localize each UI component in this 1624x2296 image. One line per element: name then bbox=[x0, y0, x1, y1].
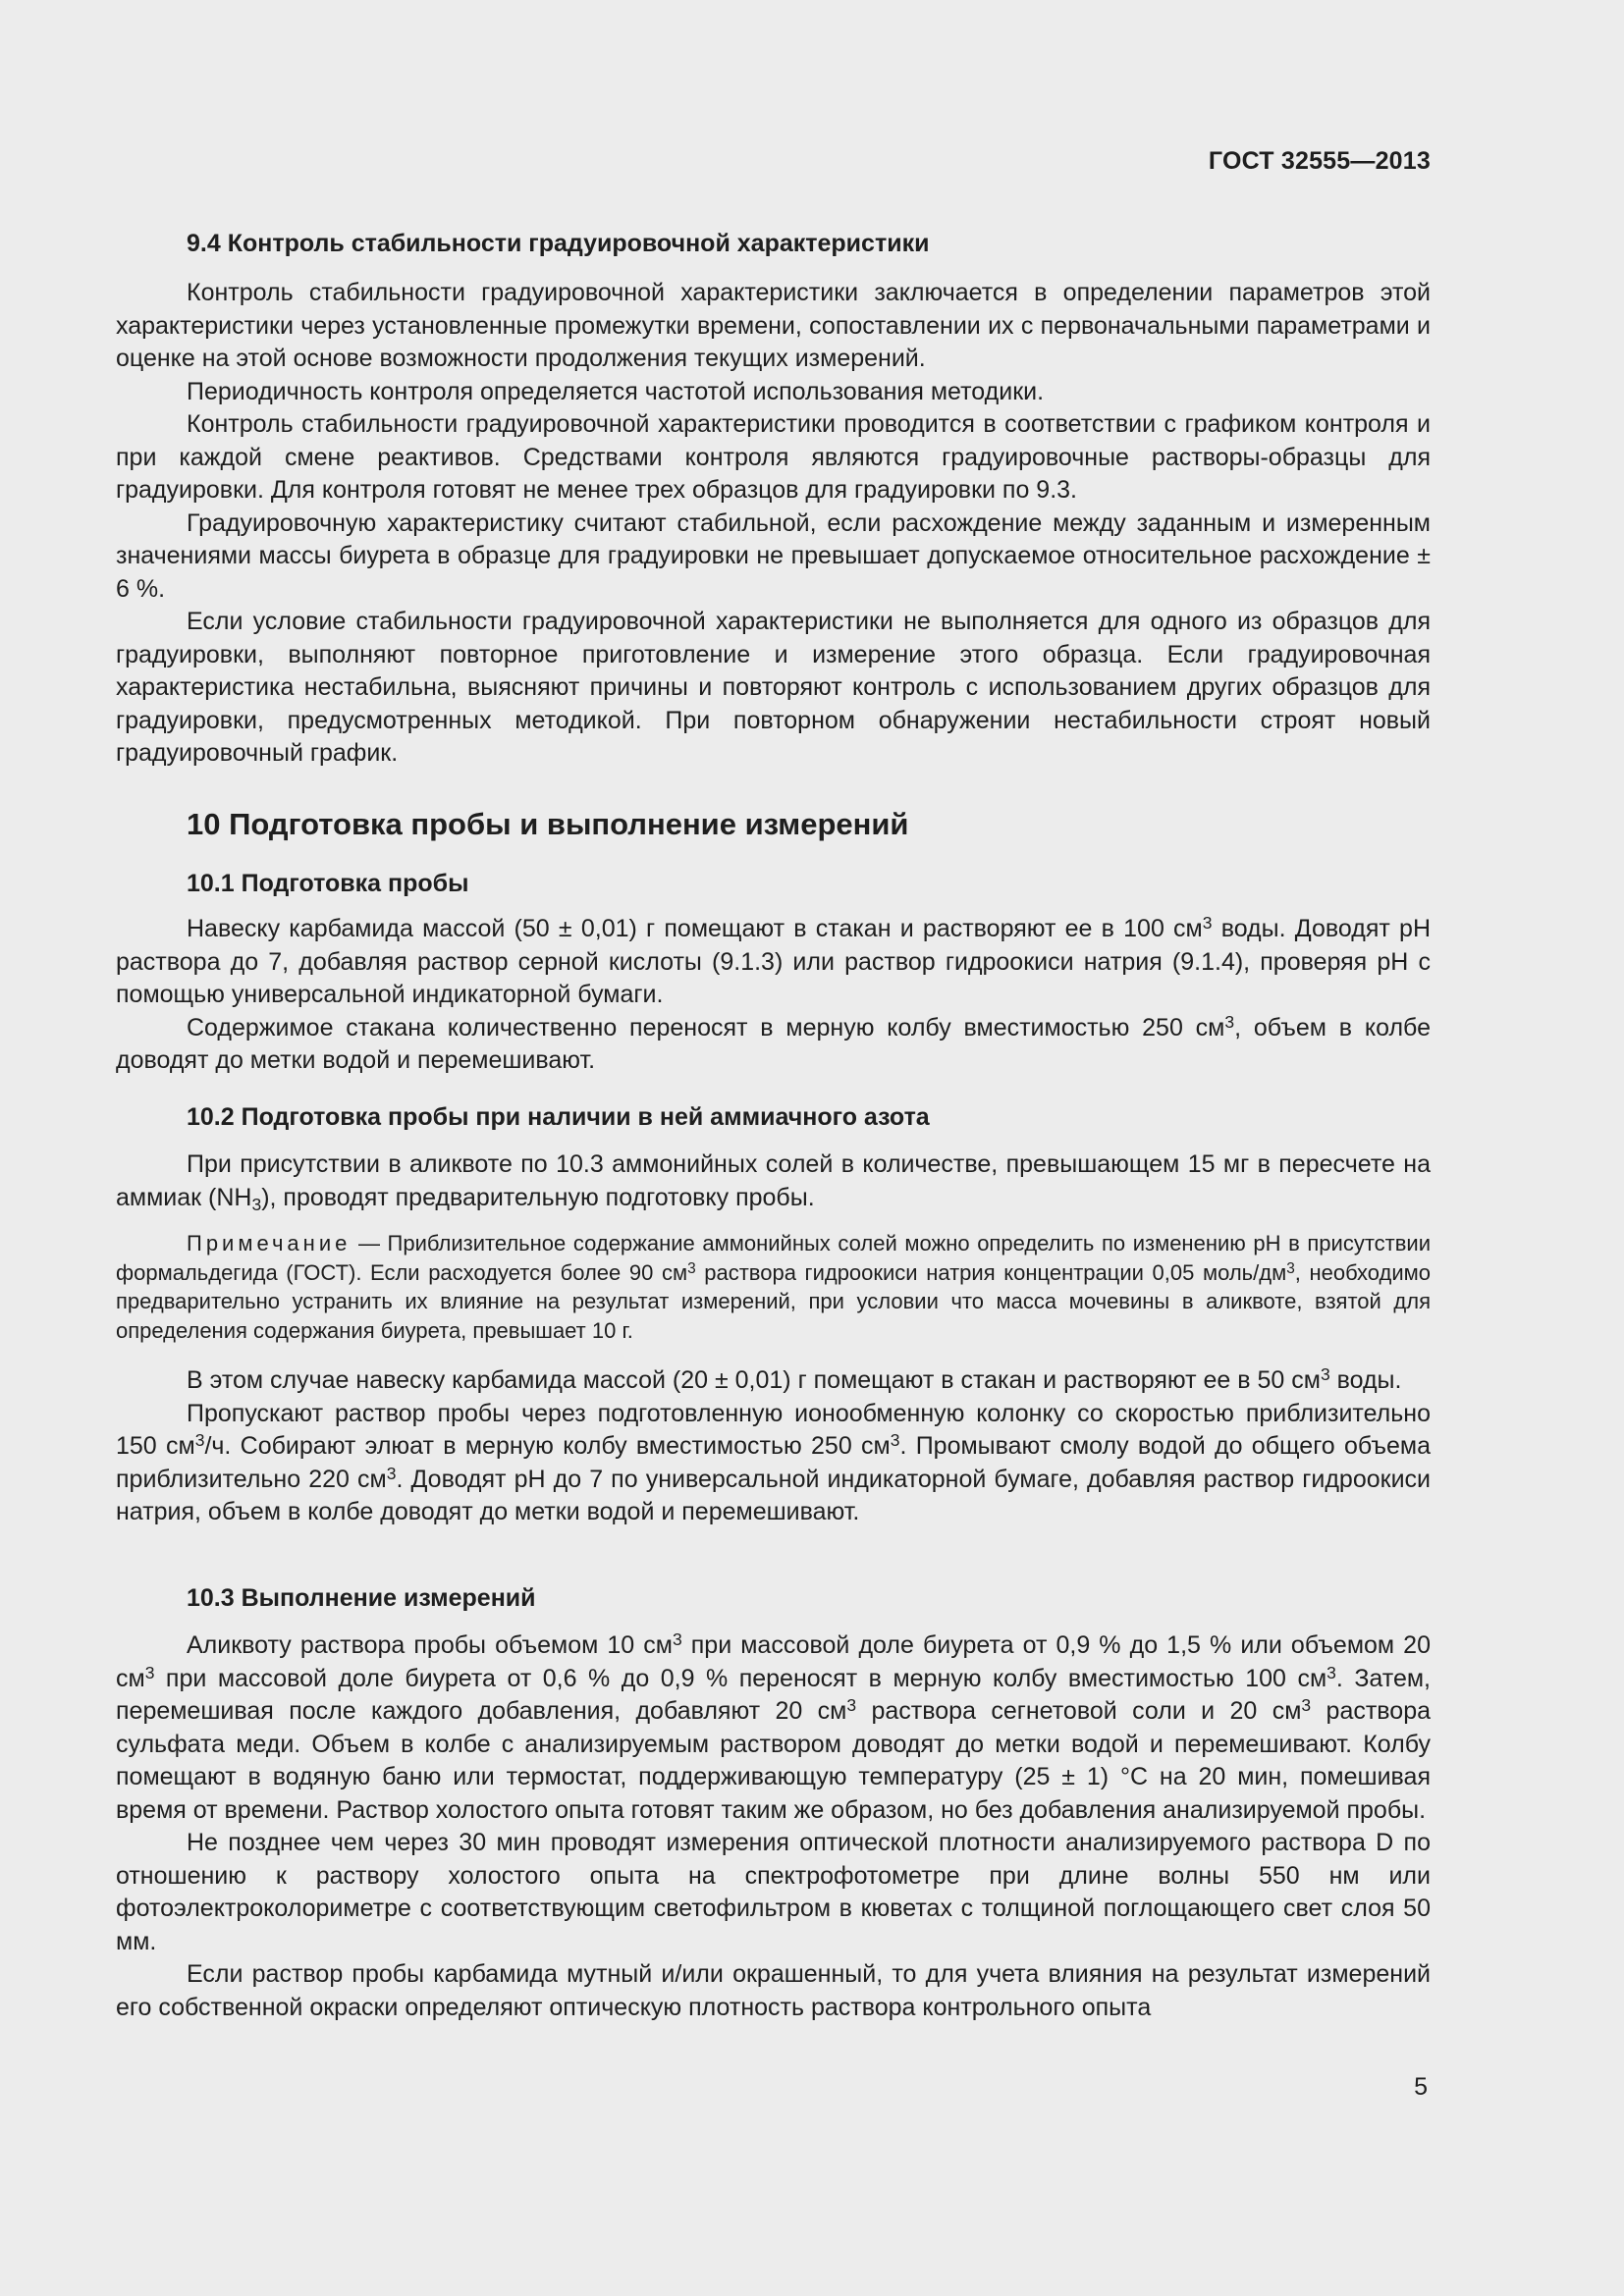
section-10-2-body-cont bbox=[116, 1364, 1431, 1529]
section-10 bbox=[116, 805, 1431, 844]
section-10-2-body bbox=[116, 1148, 1431, 1214]
note-label: Примечание bbox=[187, 1231, 352, 1255]
paragraph: Если раствор пробы карбамида мутный и/или окрашенный, то для учета влияния на результат измерений его собственной окраски определяют оптическую плотность раствора контрольного опыта bbox=[116, 1960, 1431, 2021]
chapter-title: 10 Подготовка пробы и выполнение измерений bbox=[187, 807, 909, 841]
paragraph: Если условие стабильности градуировочной характеристики не выполняется для одного из образцов для градуировки, выполняют повторное приготовление и измерение этого образца. Если градуировочная характеристика нестабильна, выясняют причины и повторяют контроль с использованием других образцов для градуировки, предусмотренных методикой. При повторном обнаружении нестабильности строят новый градуировочный график. bbox=[116, 608, 1431, 767]
paragraph: Не позднее чем через 30 мин проводят измерения оптической плотности анализируемого раствора D по отношению к раствору холостого опыта на спектрофотометре при длине волны 550 нм или фотоэлектроколориметре с соответствующим светофильтром в кюветах с толщиной поглощающего свет слоя 50 мм. bbox=[116, 1829, 1431, 1955]
paragraph: Содержимое стакана количественно переносят в мерную колбу вместимостью 250 $см^3$, объем в колбе доводят до метки водой и перемешивают. bbox=[116, 1011, 1431, 1074]
paragraph: Периодичность контроля определяется частотой использования методики. bbox=[187, 377, 1045, 405]
section-10-3-body bbox=[116, 1629, 1431, 2024]
paragraph: Контроль стабильности градуировочной характеристики проводится в соответствии с графиком контроля и при каждой смене реактивов. Средствами контроля являются градуировочные растворы-образцы для градуировки. Для контроля готовят не менее трех образцов для градуировки по 9.3. bbox=[116, 410, 1431, 504]
section-10-2 bbox=[116, 1101, 1431, 1134]
note: Примечание — Приблизительное содержание аммонийных солей можно определить по изменению pH в присутствии формальдегида (ГОСТ). Если расходуется более 90 $см^3$ раствора гидроокиси натрия концентрации 0,05 моль/$дм^3$, необходимо предварительно устранить их влияние на результат измерений, при условии что масса мочевины в аликвоте, взятой для определения содержания биурета, превышает 10 г. bbox=[116, 1231, 1431, 1343]
paragraph: При присутствии в аликвоте по 10.3 аммонийных солей в количестве, превышающем 15 мг в пересчете на аммиак $(NH_3)$, проводят предварительную подготовку пробы. bbox=[116, 1150, 1431, 1214]
section-title: 9.4 Контроль стабильности градуировочной характеристики bbox=[187, 230, 930, 257]
page-number: 5 bbox=[1414, 2073, 1428, 2101]
section-10-1-body bbox=[116, 913, 1431, 1078]
paragraph: Контроль стабильности градуировочной характеристики заключается в определении параметров этой характеристики через установленные промежутки времени, сопоставлении их с первоначальными параметрами и оценке на этой основе возможности продолжения текущих измерений. bbox=[116, 279, 1431, 372]
section-10-3 bbox=[116, 1582, 1431, 1615]
section-9-4 bbox=[116, 228, 1431, 260]
section-title: 10.1 Подготовка пробы bbox=[187, 870, 469, 897]
paragraph: Аликвоту раствора пробы объемом 10 $см^3$ при массовой доле биурета от 0,9 % до 1,5 % или объемом 20 $см^3$ при массовой доле биурета от 0,6 % до 0,9 % переносят в мерную колбу вместимостью 100 $см^3$. Затем, перемешивая после каждого добавления, добавляют 20 $см^3$ раствора сегнетовой соли и 20 $см^3$ раствора сульфата меди. Объем в колбе с анализируемым раствором доводят до метки водой и перемешивают. Колбу помещают в водяную баню или термостат, поддерживающую температуру (25 ± 1) °C на 20 мин, помешивая время от времени. Раствор холостого опыта готовят таким же образом, но без добавления анализируемой пробы. bbox=[116, 1629, 1432, 1824]
section-9-4-body bbox=[116, 277, 1431, 771]
section-title: 10.3 Выполнение измерений bbox=[187, 1584, 536, 1612]
paragraph: Градуировочную характеристику считают стабильной, если расхождение между заданным и измеренным значениями массы биурета в образце для градуировки не превышает допускаемое относительное расхождение ± 6 %. bbox=[116, 508, 1431, 603]
document-id-header: ГОСТ 32555—2013 bbox=[1208, 147, 1431, 175]
paragraph: В этом случае навеску карбамида массой (20 ± 0,01) г помещают в стакан и растворяют ее в 50 $см^3$ воды. bbox=[187, 1364, 1402, 1394]
paragraph: Навеску карбамида массой (50 ± 0,01) г помещают в стакан и растворяют ее в 100 $см^3$ воды. Доводят pH раствора до 7, добавляя раствор серной кислоты (9.1.3) или раствор гидроокиси натрия (9.1.4), проверяя pH с помощью универсальной индикаторной бумаги. bbox=[116, 913, 1431, 1008]
section-10-1 bbox=[116, 868, 1431, 900]
paragraph: Пропускают раствор пробы через подготовленную ионообменную колонку со скоростью приблизительно 150 $см^3/ч$. Собирают элюат в мерную колбу вместимостью 250 $см^3$. Промывают смолу водой до общего объема приблизительно 220 $см^3$. Доводят pH до 7 по универсальной индикаторной бумаге, добавляя раствор гидроокиси натрия, объем в колбе доводят до метки водой и перемешивают. bbox=[116, 1399, 1431, 1525]
section-title: 10.2 Подготовка пробы при наличии в ней аммиачного азота bbox=[187, 1103, 930, 1131]
